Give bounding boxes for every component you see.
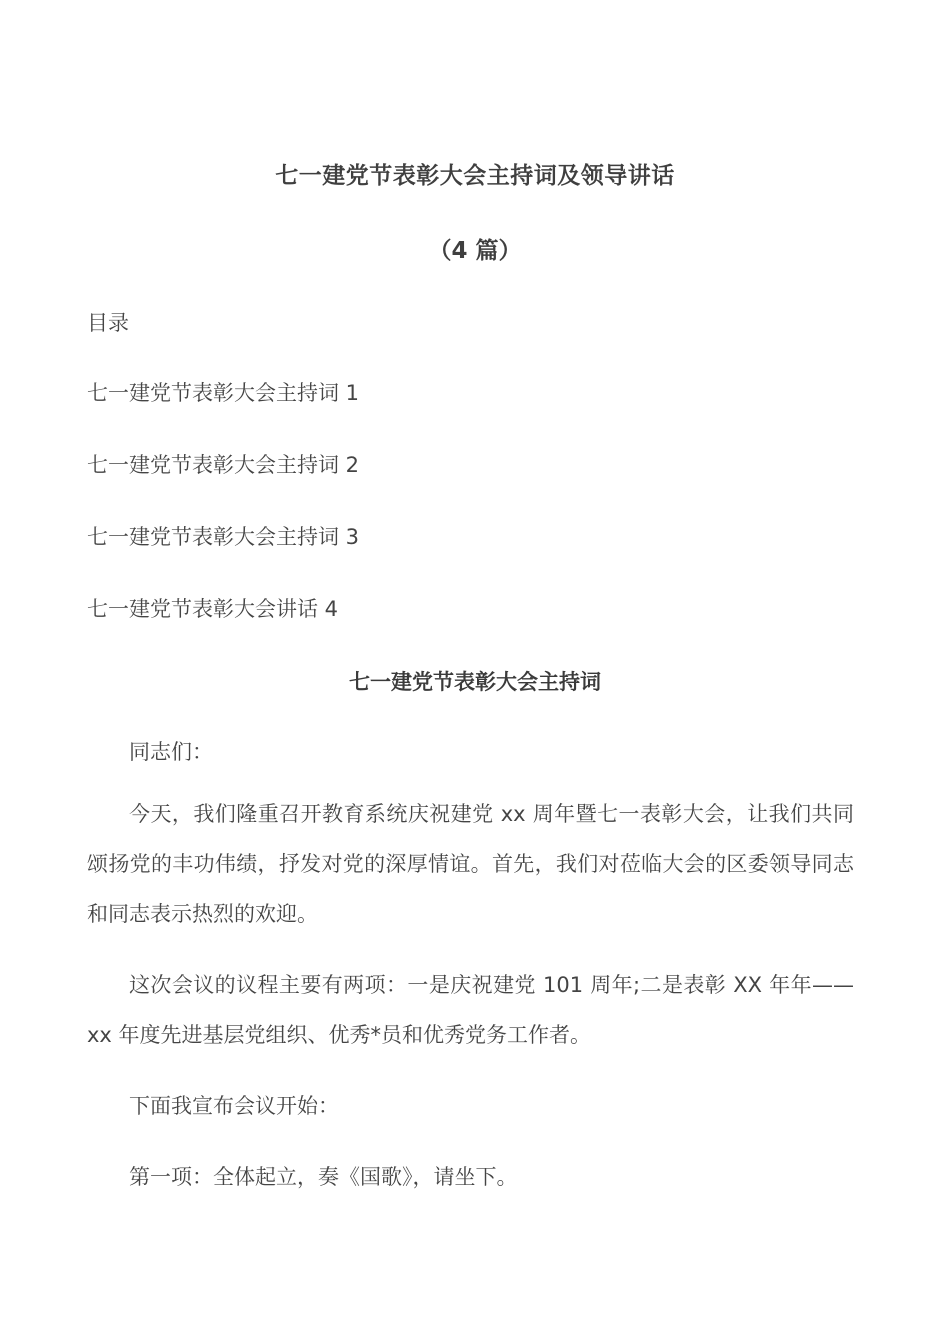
document-subtitle: （4 篇） [428, 238, 522, 264]
toc-heading: 目录 [87, 311, 129, 335]
toc-item: 七一建党节表彰大会主持词 3 [87, 525, 360, 549]
table-of-contents [87, 379, 359, 667]
paragraph: 第一项：全体起立，奏《国歌》，请坐下。 [129, 1165, 518, 1189]
paragraph: 今天，我们隆重召开教育系统庆祝建党 xx 周年暨七一表彰大会，让我们共同颂扬党的丰功伟绩，抒发对党的深厚情谊。首先，我们对莅临大会的区委领导同志和同志表示热烈的欢迎。 [87, 802, 854, 926]
paragraph-salutation: 同志们： [129, 740, 213, 764]
toc-item: 七一建党节表彰大会主持词 2 [87, 453, 360, 477]
document-title: 七一建党节表彰大会主持词及领导讲话 [275, 163, 675, 189]
paragraph: 这次会议的议程主要有两项：一是庆祝建党 101 周年;二是表彰 XX 年年——xx 年度先进基层党组织、优秀*员和优秀党务工作者。 [87, 973, 854, 1047]
section-body [87, 737, 854, 1223]
toc-item: 七一建党节表彰大会讲话 4 [87, 597, 339, 621]
section-title: 七一建党节表彰大会主持词 [349, 670, 601, 694]
paragraph: 下面我宣布会议开始： [129, 1094, 339, 1118]
toc-item: 七一建党节表彰大会主持词 1 [87, 381, 360, 405]
